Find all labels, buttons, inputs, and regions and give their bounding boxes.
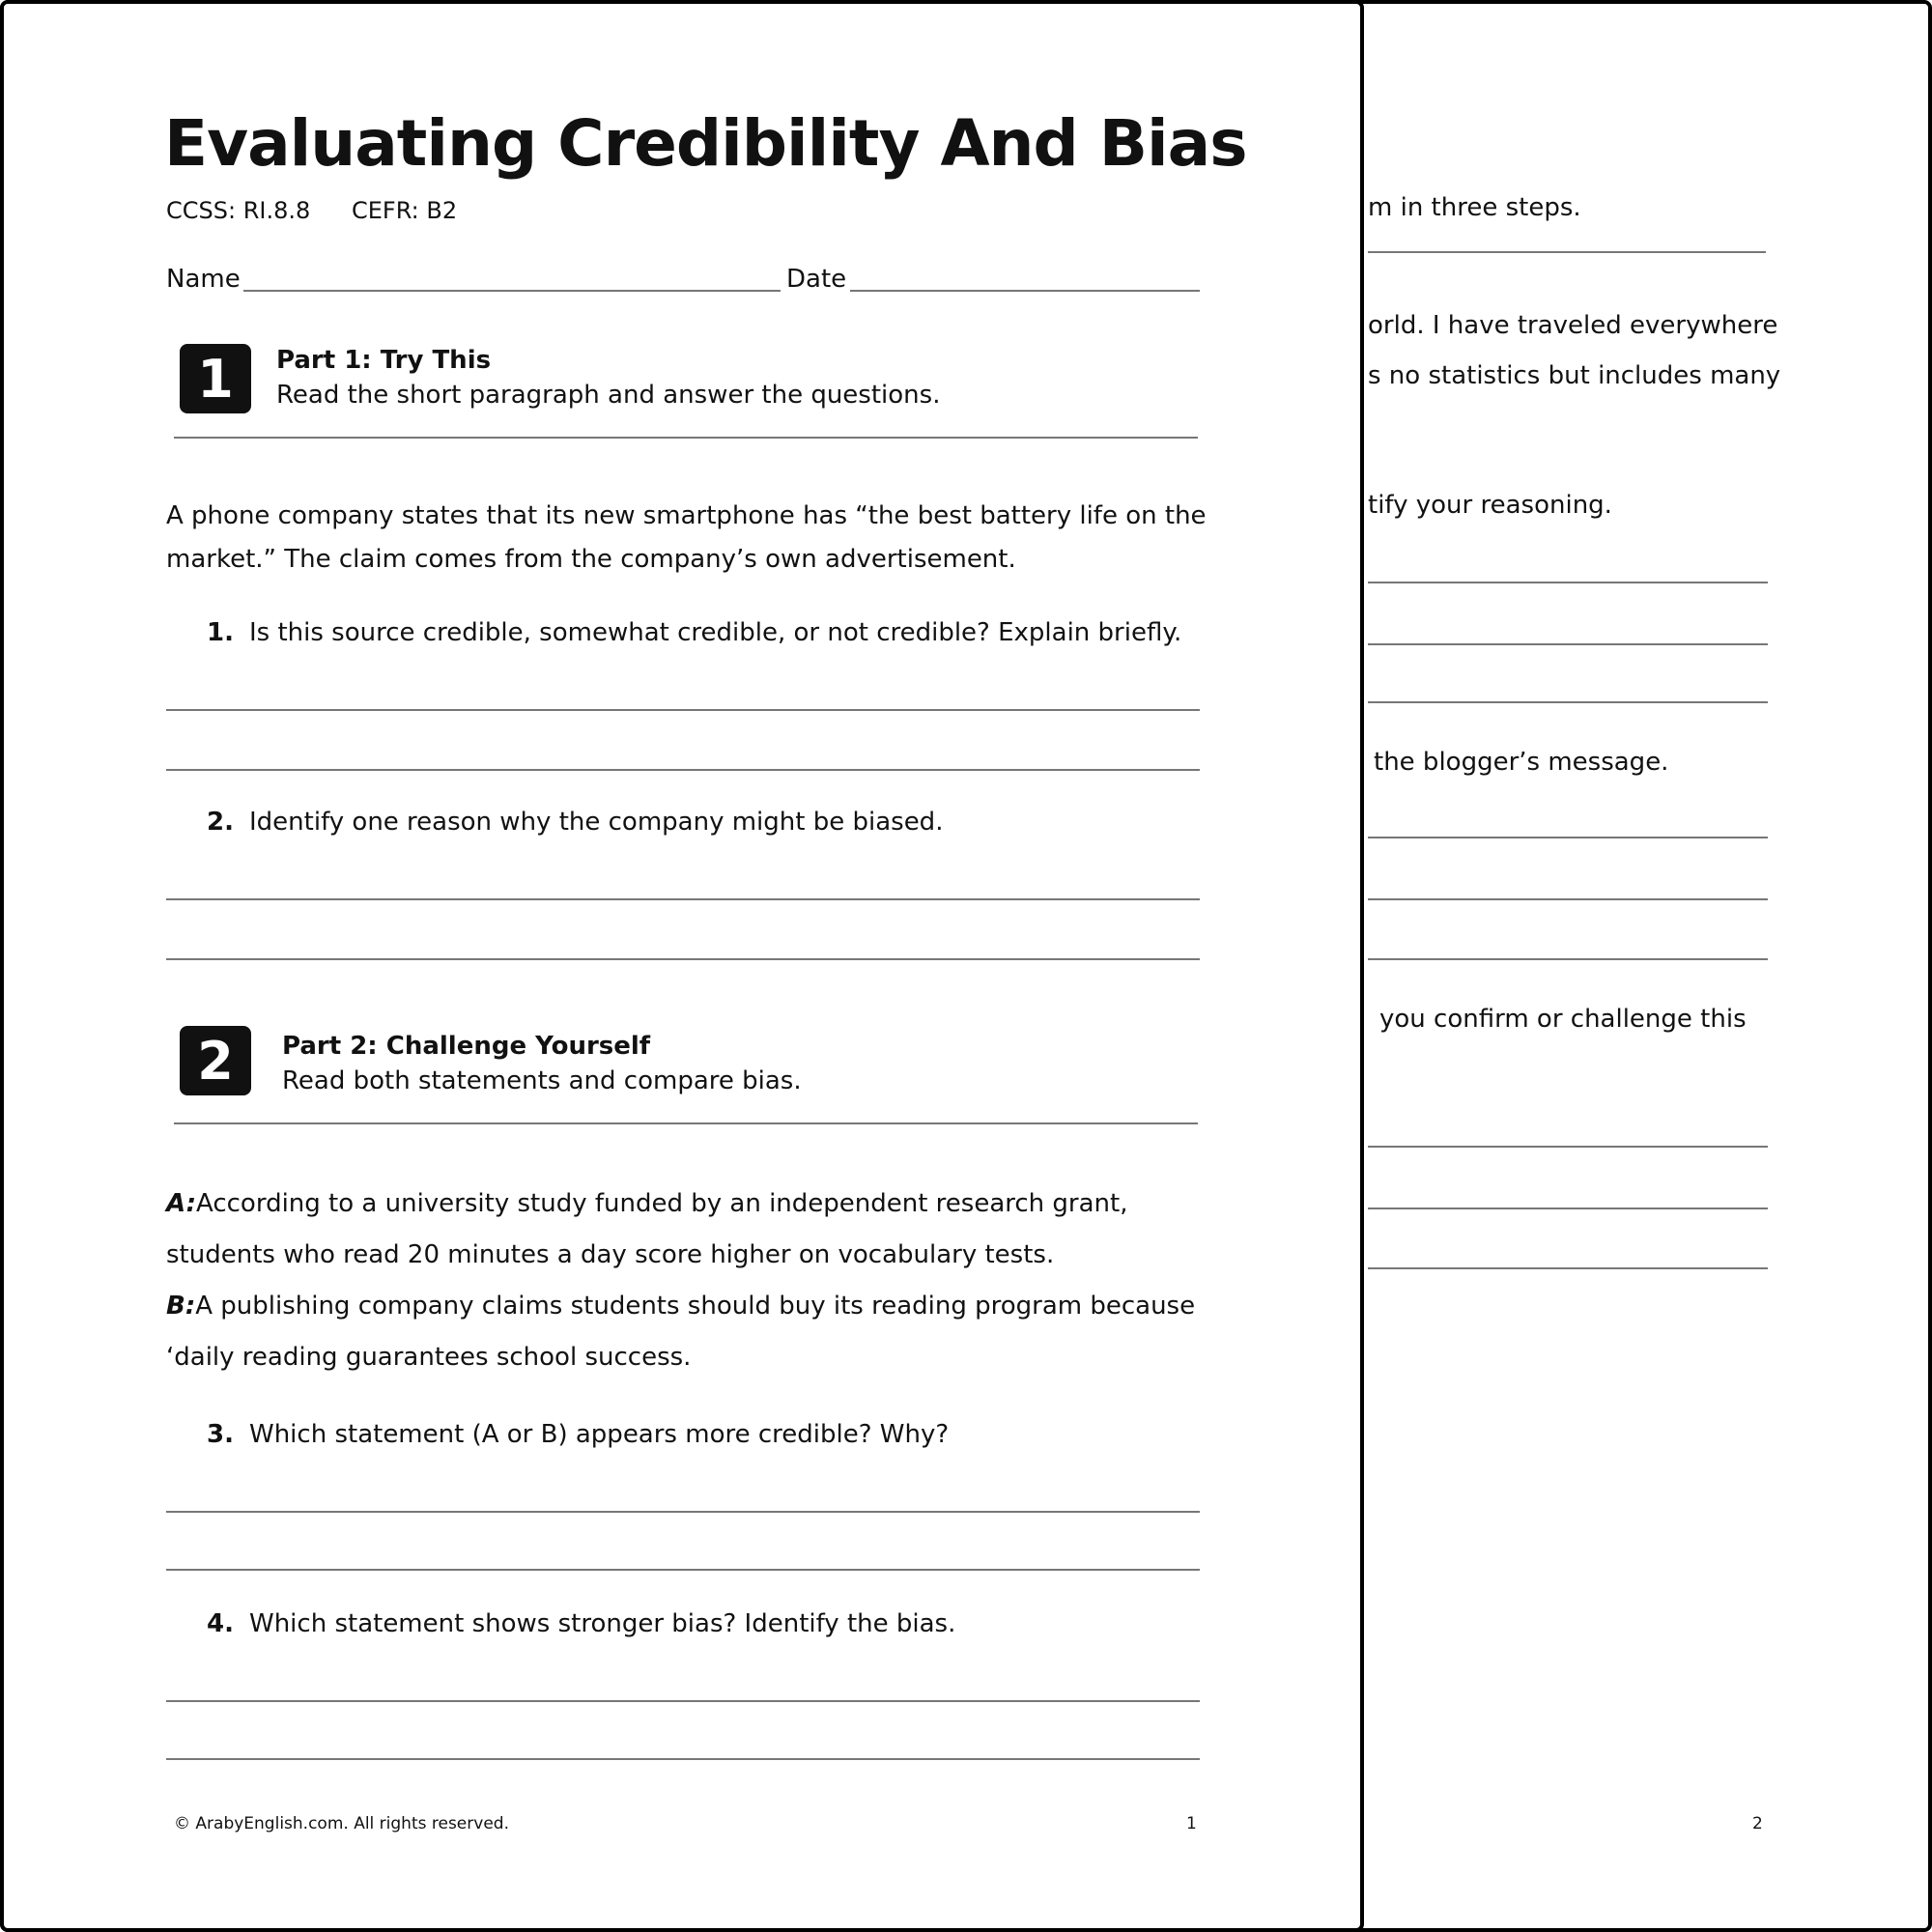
question-2-number: 2. [207,808,234,837]
answer-line [1368,1267,1768,1269]
part1-title: Part 1: Try This [276,346,492,375]
statement-a-text: According to a university study funded by an independent research grant, students who read 20 minutes a day score higher on vocabulary tests. [166,1189,1128,1269]
part2-number-badge: 2 [180,1026,251,1095]
page2-text-fragment: m in three steps. [1368,193,1581,222]
question-3-text: Which statement (A or B) appears more credible? Why? [249,1420,950,1449]
part1-number-badge: 1 [180,344,251,413]
answer-line[interactable] [166,898,1200,900]
answer-line[interactable] [166,1700,1200,1702]
part1-paragraph: A phone company states that its new smartphone has “the best battery life on the market.” The claim comes from the company’s own advertisement. [166,501,1207,574]
section-divider [174,1122,1198,1124]
page2-text-fragment: you confirm or challenge this [1379,1005,1747,1034]
statement-b-text: A publishing company claims students should buy its reading program because ‘daily reading guarantees school success. [166,1292,1196,1372]
page2-text-fragment: tify your reasoning. [1368,491,1612,520]
answer-line[interactable] [166,958,1200,960]
answer-line [1368,582,1768,583]
answer-line [1368,643,1768,645]
ccss-standard: CCSS: RI.8.8 [166,197,311,224]
answer-line[interactable] [166,1569,1200,1571]
page-number: 1 [1186,1814,1197,1833]
question-2-text: Identify one reason why the company might be biased. [249,808,944,837]
answer-line[interactable] [166,709,1200,711]
part2-title: Part 2: Challenge Yourself [282,1032,651,1061]
statement-b-label: B: [166,1292,196,1321]
page2-text-fragment: orld. I have traveled everywhere [1368,311,1778,340]
statement-a [166,1179,1209,1281]
page-number: 2 [1752,1814,1763,1833]
date-label: Date [786,265,847,294]
answer-line [1368,701,1768,703]
section-divider [174,437,1198,439]
question-4-text: Which statement shows stronger bias? Identify the bias. [249,1609,956,1638]
question-3-number: 3. [207,1420,234,1449]
page2-text-fragment: s no statistics but includes many [1368,361,1781,390]
part1-instruction: Read the short paragraph and answer the questions. [276,381,941,410]
answer-line[interactable] [166,1511,1200,1513]
date-field-line[interactable] [850,290,1200,292]
cefr-level: CEFR: B2 [352,197,458,224]
question-1-number: 1. [207,618,234,647]
question-1-text: Is this source credible, somewhat credible, or not credible? Explain briefly. [249,618,1182,647]
answer-line [1368,1208,1768,1209]
answer-line [1368,898,1768,900]
statement-b [166,1281,1209,1383]
name-label: Name [166,265,241,294]
answer-line [1368,837,1768,838]
page-title: Evaluating Credibility And Bias [164,106,1247,181]
answer-line[interactable] [166,1758,1200,1760]
page2-text-fragment: the blogger’s message. [1374,748,1669,777]
answer-line [1368,1146,1768,1148]
answer-line [1368,251,1766,253]
question-4-number: 4. [207,1609,234,1638]
statement-a-label: A: [166,1189,197,1218]
name-field-line[interactable] [243,290,781,292]
answer-line[interactable] [166,769,1200,771]
answer-line [1368,958,1768,960]
footer-copyright: © ArabyEnglish.com. All rights reserved. [174,1814,509,1833]
part2-instruction: Read both statements and compare bias. [282,1066,802,1095]
